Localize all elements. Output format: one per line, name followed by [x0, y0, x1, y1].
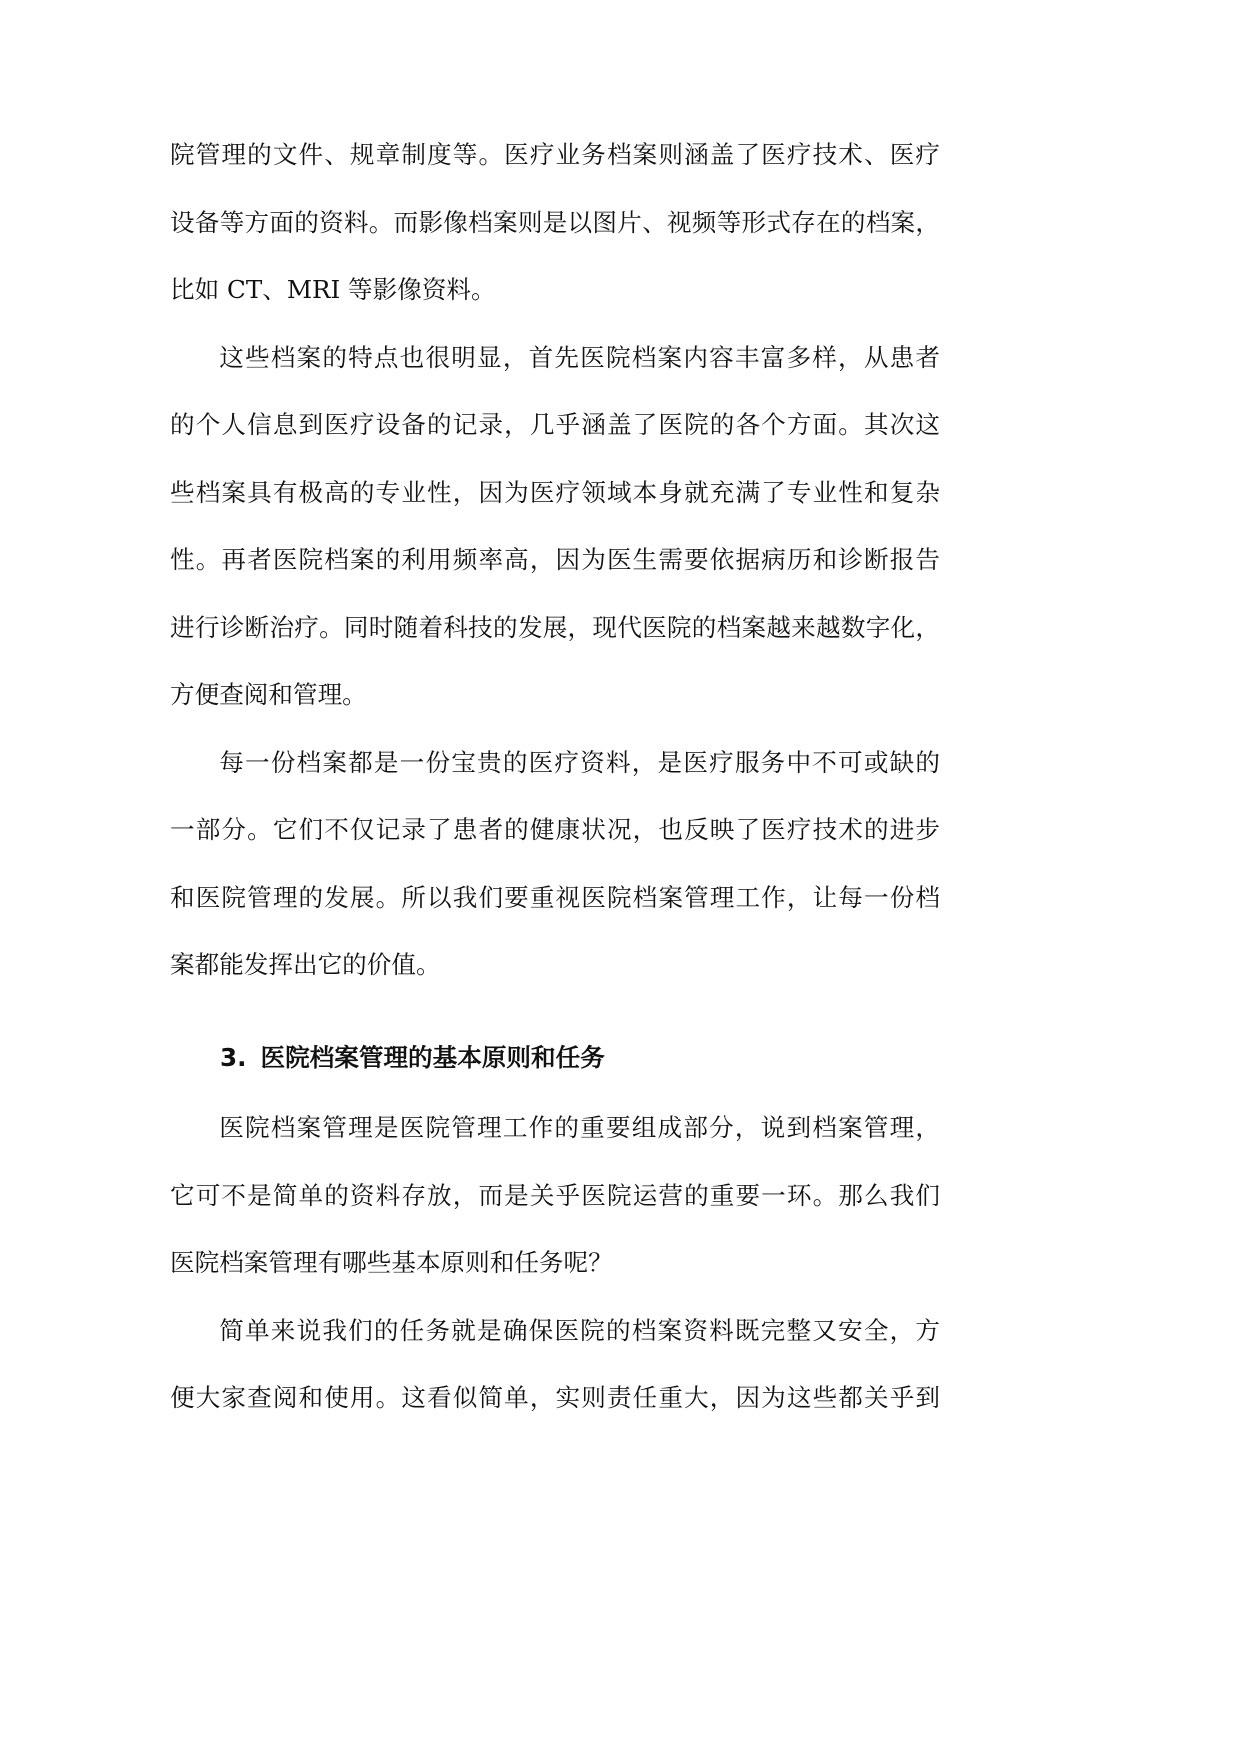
paragraph-management-task	[170, 1297, 940, 1432]
text-line: 每一份档案都是一份宝贵的医疗资料，是医疗服务中不可或缺的	[219, 747, 940, 777]
text-line: 它可不是简单的资料存放，而是关乎医院运营的重要一环。那么我们	[170, 1180, 940, 1210]
text-line: 院管理的文件、规章制度等。医疗业务档案则涵盖了医疗技术、医疗	[170, 140, 940, 169]
text-line: 案都能发挥出它的价值。	[170, 950, 441, 979]
text-line: 进行诊断治疗。同时随着科技的发展，现代医院的档案越来越数字化，	[170, 612, 940, 642]
text-line: 一部分。它们不仅记录了患者的健康状况，也反映了医疗技术的进步	[170, 815, 940, 844]
text-line: 医院档案管理是医院管理工作的重要组成部分，说到档案管理，	[219, 1113, 940, 1142]
text-line: 便大家查阅和使用。这看似简单，实则责任重大，因为这些都关乎到	[170, 1383, 940, 1412]
paragraph-management-intro	[170, 1094, 940, 1297]
paragraph-archive-value	[170, 729, 940, 999]
text-line: 些档案具有极高的专业性，因为医疗领域本身就充满了专业性和复杂	[170, 477, 940, 507]
document-page	[170, 121, 940, 1432]
paragraph-archive-types	[170, 121, 940, 324]
section-title: 医院档案管理的基本原则和任务	[260, 1043, 605, 1072]
section-number: 3.	[220, 1043, 247, 1072]
text-line: 和医院管理的发展。所以我们要重视医院档案管理工作，让每一份档	[170, 882, 940, 912]
text-line: 医院档案管理有哪些基本原则和任务呢？	[170, 1248, 613, 1277]
text-line: 设备等方面的资料。而影像档案则是以图片、视频等形式存在的档案，	[170, 207, 940, 237]
paragraph-archive-features	[170, 324, 940, 729]
section-heading	[170, 1024, 940, 1092]
text-line: 这些档案的特点也很明显，首先医院档案内容丰富多样，从患者	[219, 342, 940, 372]
text-line: 性。再者医院档案的利用频率高，因为医生需要依据病历和诊断报告	[170, 545, 940, 574]
text-line: 方便查阅和管理。	[170, 680, 367, 709]
text-line: 的个人信息到医疗设备的记录，几乎涵盖了医院的各个方面。其次这	[170, 410, 940, 439]
text-line: 比如 CT、MRI 等影像资料。	[170, 275, 496, 304]
text-line: 简单来说我们的任务就是确保医院的档案资料既完整又安全，方	[219, 1315, 940, 1345]
